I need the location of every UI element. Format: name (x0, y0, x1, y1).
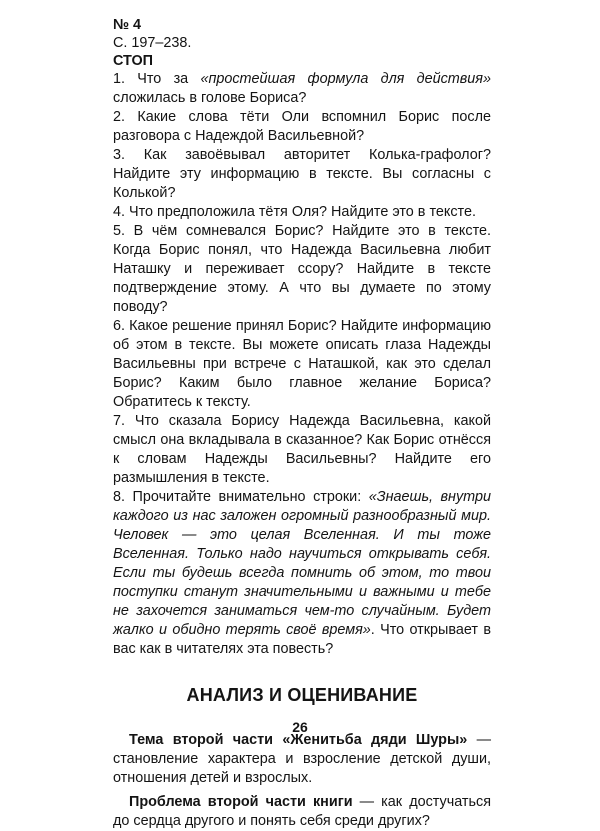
document-page (113, 16, 491, 831)
analysis-theme-label: Тема второй части «Женитьба дяди Шуры» (129, 732, 468, 748)
question-2: 2. Какие слова тёти Оли вспомнил Борис после разговора с Надеждой Васильевной? (113, 109, 491, 144)
question-8-text: 8. Прочитайте внимательно строки: (113, 489, 369, 505)
question-8 (113, 488, 491, 659)
analysis-problem (113, 793, 491, 831)
analysis-theme (113, 731, 491, 788)
question-4: 4. Что предположила тётя Оля? Найдите это в тексте. (113, 204, 476, 220)
question-6: 6. Какое решение принял Борис? Найдите информацию об этом в тексте. Вы можете описать глаза Надежды Васильевны при встрече с Наташкой, как это сделал Борис? Каким было главное желание Бориса? Обратитесь к тексту. (113, 318, 491, 410)
question-5: 5. В чём сомневался Борис? Найдите это в тексте. Когда Борис понял, что Надежда Васильевна любит Наташку и переживает ссору? Найдите в тексте подтверждение этому. А что вы думаете по этому поводу? (113, 223, 491, 315)
question-8-rest: . Что открывает в вас как в читателях эта повесть? (113, 622, 491, 657)
question-8-quote: «Знаешь, внутри каждого из нас заложен огромный разнообразный мир. Человек — это целая Вселенная. И ты тоже Вселенная. Только надо научиться открывать себя. Если ты будешь всегда помнить об этом, то твои поступки станут значительными и важными и тебе не захочется заниматься чем-то случайным. Будет жалко и обидно терять своё время» (113, 489, 491, 638)
question-3: 3. Как завоёвывал авторитет Колька-графолог? Найдите эту информацию в тексте. Вы согласны с Колькой? (113, 147, 491, 201)
section-title: АНАЛИЗ И ОЦЕНИВАНИЕ (186, 685, 418, 705)
analysis-theme-text: — становление характера и взросление детской души, отношения детей и взрослых. (113, 732, 491, 786)
analysis-problem-label: Проблема второй части книги (129, 794, 353, 810)
question-1-quote: «простейшая формула для действия» (200, 71, 491, 87)
question-1-rest: сложилась в голове Бориса? (113, 90, 307, 106)
page-number: 26 (292, 719, 308, 735)
question-1 (113, 70, 491, 108)
lesson-number: № 4 (113, 17, 142, 33)
question-1-text: 1. Что за (113, 71, 201, 87)
question-7: 7. Что сказала Борису Надежда Васильевна, какой смысл она вкладывала в сказанное? Как Борис отнёсся к словам Надежды Васильевны? Найдите его размышления в тексте. (113, 413, 491, 486)
stop-heading: СТОП (113, 53, 154, 69)
page-range: С. 197–238. (113, 35, 192, 51)
analysis-problem-text: — как достучаться до сердца другого и понять себя среди других? (113, 794, 491, 829)
